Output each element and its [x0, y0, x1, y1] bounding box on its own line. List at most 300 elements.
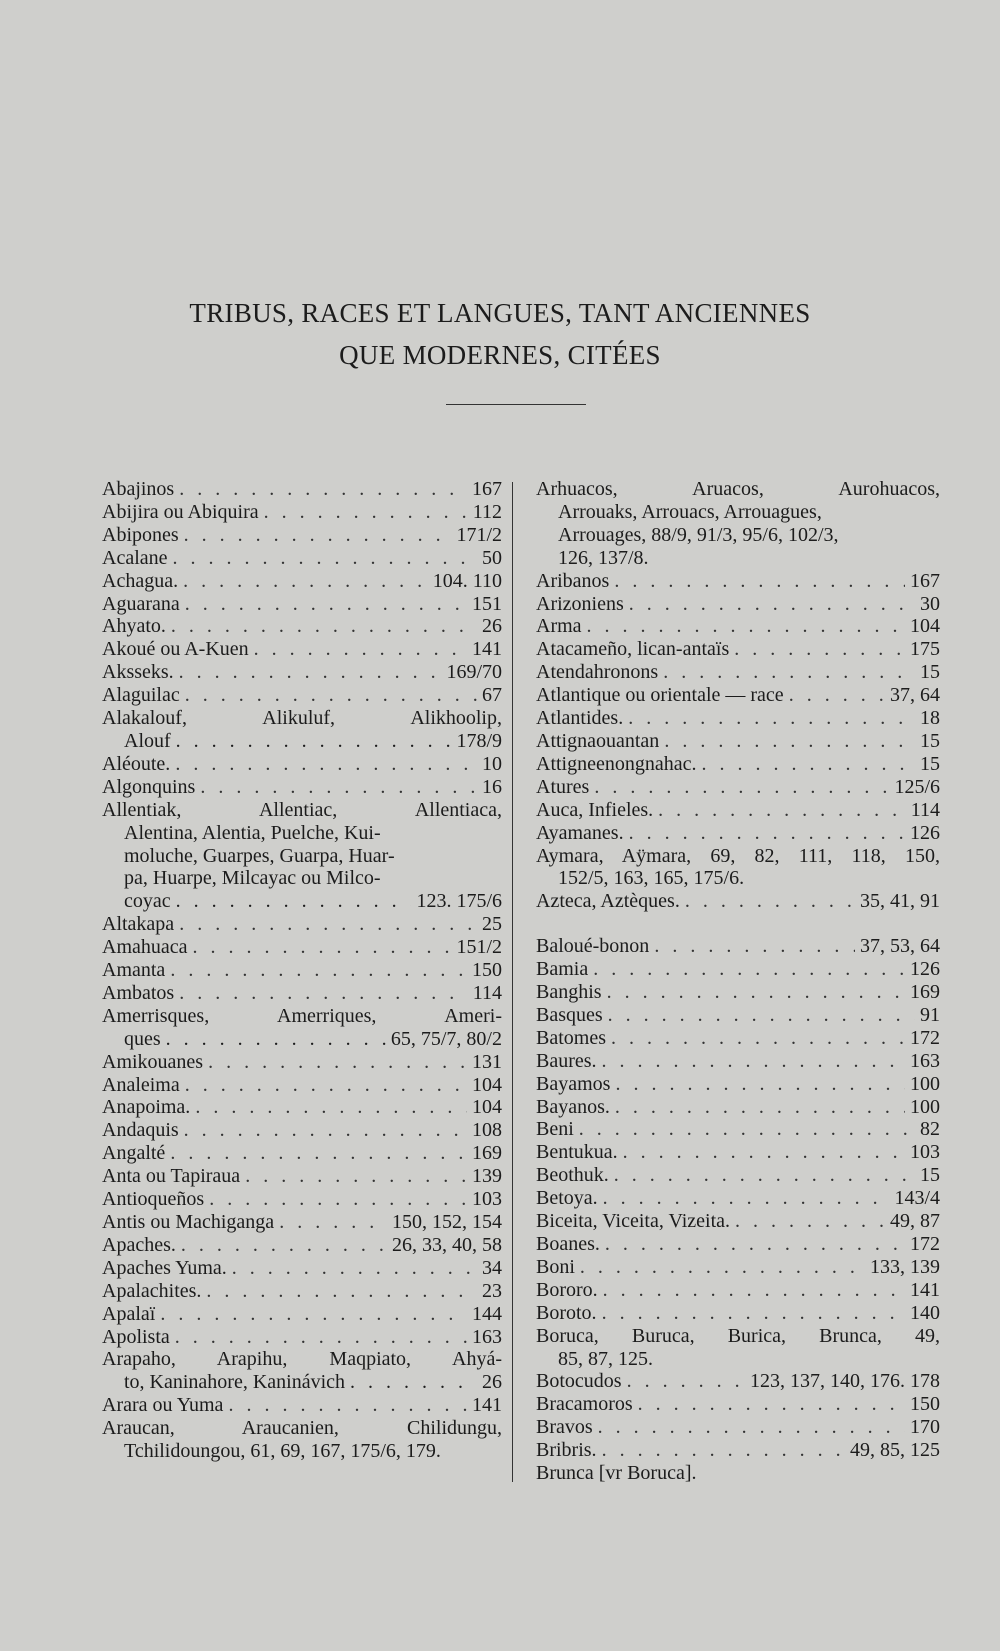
leader-dots	[615, 1073, 905, 1096]
entry-pages: 100	[910, 1095, 940, 1118]
leader-dots	[629, 593, 915, 616]
entry-name: Abijira ou Abiquira	[102, 500, 259, 523]
entry-pages: 151	[472, 592, 502, 615]
entry-pages: 104	[910, 615, 940, 638]
index-entry-line	[536, 1279, 940, 1302]
index-entry	[102, 1096, 502, 1119]
index-entry	[536, 478, 940, 570]
index-entry-line	[536, 730, 940, 753]
leader-dots	[254, 638, 467, 661]
index-entry	[102, 1211, 502, 1234]
leader-dots	[245, 1165, 467, 1188]
entry-pages: 167	[472, 478, 502, 500]
entry-pages: 15	[920, 729, 940, 752]
entry-name: Analeima	[102, 1073, 180, 1096]
entry-name: ques	[124, 1027, 161, 1050]
index-entry	[536, 1233, 940, 1256]
leader-dots	[608, 1004, 915, 1027]
entry-pages: 133, 139	[870, 1255, 940, 1278]
entry-continuation: 85, 87, 125.	[558, 1347, 653, 1370]
entry-name: Alaguilac	[102, 684, 180, 707]
index-entry	[102, 547, 502, 570]
entry-name: Beothuk.	[536, 1164, 609, 1187]
entry-name: Bororo.	[536, 1278, 598, 1301]
leader-dots	[628, 707, 915, 730]
index-entry	[536, 615, 940, 638]
entry-first-line: Araucan, Araucanien, Chilidungu,	[102, 1417, 502, 1440]
entry-pages: 143/4	[894, 1187, 940, 1210]
leader-dots	[658, 799, 906, 822]
index-entry-multiline	[102, 707, 502, 753]
entry-pages: 167	[910, 569, 940, 592]
index-entry	[102, 593, 502, 616]
entry-name: Beni	[536, 1118, 574, 1141]
index-entry-multiline	[102, 1005, 502, 1051]
section-gap	[536, 913, 940, 935]
entry-pages: 169	[472, 1142, 502, 1165]
index-entry	[536, 1118, 940, 1141]
index-entry-line	[536, 1439, 940, 1462]
entry-pages: 150, 152, 154	[392, 1211, 502, 1233]
entry-pages: 82	[920, 1118, 940, 1141]
leader-dots	[209, 1188, 467, 1211]
leader-dots	[594, 776, 889, 799]
leader-dots	[176, 730, 452, 753]
column-divider	[512, 482, 513, 1482]
index-entry	[536, 684, 940, 707]
index-entry-line	[536, 638, 940, 661]
entry-name: Arma	[536, 615, 582, 638]
entry-name: Azteca, Aztèques.	[536, 890, 680, 913]
entry-pages: 15	[920, 661, 940, 684]
leader-dots	[629, 822, 905, 845]
index-entry-line	[536, 958, 940, 981]
entry-name: Bracamoros	[536, 1393, 633, 1416]
index-entry-multiline	[102, 1348, 502, 1394]
index-entry-line	[102, 593, 502, 616]
entry-name: Acalane	[102, 546, 168, 569]
entry-name: Batomes	[536, 1026, 606, 1049]
index-entry-line	[102, 1074, 502, 1097]
entry-pages: 108	[472, 1119, 502, 1142]
index-entry	[102, 1188, 502, 1211]
leader-dots	[175, 1326, 467, 1349]
index-entry-line	[102, 1280, 502, 1303]
index-entry	[536, 1096, 940, 1119]
entry-pages: 170	[910, 1416, 940, 1439]
index-entry-line	[102, 478, 502, 501]
index-entry-line	[102, 1096, 502, 1119]
entry-name: Bamia	[536, 958, 589, 981]
index-entry	[102, 1119, 502, 1142]
entry-name: Bentukua.	[536, 1141, 618, 1164]
index-entry-line	[536, 753, 940, 776]
leader-dots	[179, 913, 477, 936]
entry-pages: 163	[472, 1325, 502, 1348]
index-entry	[102, 661, 502, 684]
entry-pages: 34	[482, 1256, 502, 1279]
index-entry-multiline	[102, 1417, 502, 1463]
leader-dots	[183, 570, 428, 593]
index-entry-line	[536, 684, 940, 707]
entry-name: Achagua.	[102, 569, 179, 592]
index-entry-line	[102, 1119, 502, 1142]
entry-pages: 172	[910, 1026, 940, 1049]
entry-pages: 150	[910, 1393, 940, 1416]
leader-dots	[685, 890, 855, 913]
index-entry	[536, 1279, 940, 1302]
leader-dots	[638, 1393, 905, 1416]
entry-name: Attignaouantan	[536, 729, 660, 752]
index-entry-line	[536, 1004, 940, 1027]
leader-dots	[184, 524, 452, 547]
entry-pages: 104	[472, 1073, 502, 1096]
entry-name: Andaquis	[102, 1119, 179, 1142]
leader-dots	[179, 982, 468, 1005]
index-entry	[536, 1256, 940, 1279]
entry-pages: 123. 175/6	[416, 890, 502, 913]
entry-pages: 50	[482, 546, 502, 569]
leader-dots	[350, 1371, 477, 1394]
entry-continuation: Tchilidoungou, 61, 69, 167, 175/6, 179.	[124, 1440, 441, 1463]
index-entry-line	[536, 822, 940, 845]
entry-continuation: pa, Huarpe, Milcayac ou Milco-	[124, 867, 381, 890]
entry-continuation: Alentina, Alentia, Puelche, Kui-	[124, 821, 381, 844]
entry-pages: 144	[472, 1302, 502, 1325]
entry-pages: 37, 64	[890, 684, 940, 707]
index-entry	[536, 1027, 940, 1050]
entry-first-line: Amerrisques, Amerriques, Ameri-	[102, 1004, 502, 1027]
index-entry-line	[102, 753, 502, 776]
entry-pages: 30	[920, 592, 940, 615]
leader-dots	[614, 1164, 915, 1187]
entry-pages: 150	[472, 959, 502, 982]
index-entry-line	[536, 935, 940, 958]
index-entry	[536, 1050, 940, 1073]
leader-dots	[228, 1394, 467, 1417]
entry-name: Apalaï	[102, 1302, 156, 1325]
index-entry-line	[102, 661, 502, 684]
index-entry	[536, 1462, 940, 1485]
leader-dots	[185, 593, 467, 616]
leader-dots	[195, 1096, 467, 1119]
entry-pages: 178/9	[456, 729, 502, 752]
leader-dots	[170, 959, 467, 982]
index-entry	[536, 1073, 940, 1096]
entry-name: Aléoute.	[102, 752, 171, 775]
entry-name: coyac	[124, 890, 171, 913]
index-entry	[536, 593, 940, 616]
index-entry	[536, 1210, 940, 1233]
leader-dots	[208, 1051, 467, 1074]
index-entry	[536, 1439, 940, 1462]
entry-name: Aksseks.	[102, 661, 174, 684]
index-entry	[102, 982, 502, 1005]
leader-dots	[587, 615, 905, 638]
entry-pages: 151/2	[456, 936, 502, 959]
entry-pages: 49, 85, 125	[850, 1439, 940, 1462]
index-entry	[102, 478, 502, 501]
leader-dots	[702, 753, 916, 776]
entry-name: Bayamos	[536, 1072, 611, 1095]
entry-name: Amahuaca	[102, 936, 188, 959]
index-entry	[536, 707, 940, 730]
leader-dots	[179, 478, 467, 501]
index-entry	[102, 501, 502, 524]
entry-name: Alouf	[124, 729, 171, 752]
leader-dots	[175, 753, 477, 776]
index-entry	[102, 1303, 502, 1326]
entry-name: Atacameño, lican-antaïs	[536, 638, 730, 661]
page-title	[0, 292, 1000, 376]
leader-dots	[232, 1257, 477, 1280]
leader-dots	[185, 1074, 467, 1097]
index-entry	[102, 936, 502, 959]
entry-name: Apaches Yuma.	[102, 1256, 227, 1279]
entry-pages: 16	[482, 775, 502, 798]
entry-name: Abipones	[102, 523, 179, 546]
entry-first-line: Allentiak, Allentiac, Allentiaca,	[102, 798, 502, 821]
index-entry	[536, 730, 940, 753]
leader-dots	[176, 890, 412, 913]
leader-dots	[627, 1370, 745, 1393]
index-entry	[102, 1326, 502, 1349]
index-entry-line	[102, 1326, 502, 1349]
entry-name: Boanes.	[536, 1233, 600, 1255]
leader-dots	[185, 684, 477, 707]
index-entry-line	[102, 1394, 502, 1417]
entry-pages: 175	[910, 638, 940, 661]
index-entry-line	[102, 547, 502, 570]
entry-pages: 140	[910, 1301, 940, 1324]
index-entry	[536, 1004, 940, 1027]
index-entry-line	[536, 1256, 940, 1279]
entry-pages: 126	[910, 821, 940, 844]
entry-pages: 112	[472, 500, 502, 523]
entry-pages: 23	[482, 1279, 502, 1302]
index-entry-line	[536, 1302, 940, 1325]
entry-continuation: 126, 137/8.	[558, 546, 649, 569]
index-entry	[536, 822, 940, 845]
index-entry-line	[102, 730, 502, 753]
index-entry	[102, 1280, 502, 1303]
leader-dots	[206, 1280, 477, 1303]
index-entry-line	[536, 1027, 940, 1050]
entry-pages: 141	[472, 638, 502, 661]
index-entry	[536, 935, 940, 958]
leader-dots	[184, 1119, 467, 1142]
index-entry-line	[536, 1096, 940, 1119]
title-line-2: QUE MODERNES, CITÉES	[339, 340, 661, 370]
entry-name: Anta ou Tapiraua	[102, 1165, 241, 1188]
entry-pages: 103	[910, 1141, 940, 1164]
leader-dots	[615, 1096, 905, 1119]
entry-name: Biceita, Viceita, Vizeita.	[536, 1210, 731, 1233]
index-entry-line	[102, 1211, 502, 1234]
entry-pages: 114	[910, 798, 940, 821]
index-entry-multiline	[536, 478, 940, 570]
leader-dots	[170, 1142, 467, 1165]
leader-dots	[605, 1233, 905, 1256]
leader-dots	[603, 1279, 905, 1302]
entry-pages: 163	[910, 1049, 940, 1072]
entry-continuation: Arrouaks, Arrouacs, Arrouagues,	[558, 500, 822, 523]
entry-name: Bayanos.	[536, 1095, 610, 1118]
entry-pages: 26	[482, 1371, 502, 1394]
title-line-1: TRIBUS, RACES ET LANGUES, TANT ANCIENNES	[189, 298, 811, 328]
index-entry-line	[536, 799, 940, 822]
index-entry-line	[536, 1370, 940, 1393]
entry-name: Banghis	[536, 981, 602, 1004]
entry-name: Apaches.	[102, 1233, 176, 1256]
entry-pages: 141	[910, 1278, 940, 1301]
index-entry	[536, 1370, 940, 1393]
index-entry-line	[102, 1051, 502, 1074]
leader-dots	[598, 1416, 905, 1439]
entry-name: Baloué-bonon	[536, 935, 650, 958]
index-entry	[536, 661, 940, 684]
leader-dots	[623, 1141, 905, 1164]
index-entry-line	[536, 1233, 940, 1256]
entry-name: Algonquins	[102, 775, 196, 798]
index-entry	[102, 638, 502, 661]
leader-dots	[735, 1210, 885, 1233]
index-entry	[102, 684, 502, 707]
index-entry-line	[102, 1234, 502, 1257]
entry-name: Antis ou Machiganga	[102, 1211, 275, 1233]
entry-name: Bribris.	[536, 1439, 597, 1462]
entry-pages: 49, 87	[890, 1210, 940, 1233]
entry-name: Atures	[536, 775, 590, 798]
index-entry	[102, 1074, 502, 1097]
index-entry-line	[102, 936, 502, 959]
entry-pages: 25	[482, 913, 502, 936]
entry-name: Botocudos	[536, 1370, 622, 1393]
index-entry	[102, 1394, 502, 1417]
entry-pages: 141	[472, 1394, 502, 1417]
index-entry	[102, 1234, 502, 1257]
leader-dots	[654, 935, 855, 958]
leader-dots	[580, 1256, 865, 1279]
leader-dots	[171, 615, 477, 638]
entry-name: Amanta	[102, 959, 166, 982]
entry-pages: 172	[910, 1233, 940, 1255]
entry-name: Antioqueños	[102, 1188, 205, 1211]
entry-continuation: Arrouages, 88/9, 91/3, 95/6, 102/3,	[558, 523, 839, 546]
index-entry	[102, 1142, 502, 1165]
entry-name: Bravos	[536, 1416, 593, 1439]
entry-pages: 37, 53, 64	[860, 935, 940, 958]
index-entry-line	[102, 1028, 502, 1051]
index-entry-line	[536, 1416, 940, 1439]
index-entry-line	[102, 638, 502, 661]
index-entry-line	[102, 524, 502, 547]
index-entry	[102, 959, 502, 982]
entry-name: Altakapa	[102, 913, 175, 936]
entry-name: Akoué ou A-Kuen	[102, 638, 249, 661]
index-entry	[102, 776, 502, 799]
leader-dots	[664, 730, 915, 753]
leader-dots	[611, 1027, 905, 1050]
index-entry	[536, 1302, 940, 1325]
index-entry-multiline	[536, 1462, 940, 1485]
index-entry-line	[536, 1187, 940, 1210]
index-entry-line	[102, 501, 502, 524]
index-entry-line	[536, 1050, 940, 1073]
index-entry-line	[102, 1165, 502, 1188]
index-entry	[102, 707, 502, 753]
index-entry-line	[536, 890, 940, 913]
index-entry-line	[102, 1188, 502, 1211]
entry-pages: 171/2	[456, 523, 502, 546]
index-entry-line	[102, 615, 502, 638]
index-entry-line	[102, 913, 502, 936]
entry-pages: 35, 41, 91	[860, 890, 940, 913]
index-entry-line	[536, 615, 940, 638]
index-entry	[102, 1417, 502, 1463]
entry-name: Atlantique ou orientale — race	[536, 684, 784, 707]
entry-name: Attigneenongnahac.	[536, 752, 697, 775]
index-entry-line	[102, 1371, 502, 1394]
entry-pages: 10	[482, 752, 502, 775]
entry-name: Auca, Infieles.	[536, 798, 654, 821]
index-entry	[536, 1164, 940, 1187]
index-entry-line	[536, 707, 940, 730]
entry-name: Arara ou Yuma	[102, 1394, 224, 1417]
entry-pages: 65, 75/7, 80/2	[390, 1027, 502, 1050]
entry-continuation: moluche, Guarpes, Guarpa, Huar-	[124, 844, 395, 867]
index-entry-line	[536, 570, 940, 593]
entry-name: Betoya.	[536, 1187, 598, 1210]
entry-name: Abajinos	[102, 478, 175, 500]
index-entry-line	[536, 1073, 940, 1096]
index-entry	[102, 1165, 502, 1188]
entry-pages: 18	[920, 707, 940, 730]
entry-name: to, Kaninahore, Kaninávich	[124, 1371, 346, 1394]
leader-dots	[193, 936, 452, 959]
index-entry	[536, 1325, 940, 1371]
index-entry	[536, 1141, 940, 1164]
entry-pages: 26, 33, 40, 58	[392, 1233, 502, 1256]
index-entry	[102, 1348, 502, 1394]
entry-name: Aguarana	[102, 592, 180, 615]
index-entry-line	[536, 1393, 940, 1416]
entry-name: Boroto.	[536, 1301, 597, 1324]
entry-pages: 100	[910, 1072, 940, 1095]
entry-pages: 123, 137, 140, 176. 178	[750, 1370, 940, 1393]
index-entry	[536, 776, 940, 799]
index-entry	[536, 638, 940, 661]
entry-name: Anapoima.	[102, 1096, 191, 1119]
index-entry-multiline	[536, 1325, 940, 1371]
entry-pages: 26	[482, 615, 502, 638]
leader-dots	[160, 1303, 467, 1326]
leader-dots	[264, 501, 468, 524]
entry-pages: 91	[920, 1003, 940, 1026]
index-entry	[536, 981, 940, 1004]
index-entry-line	[102, 890, 502, 913]
leader-dots	[602, 1050, 905, 1073]
leader-dots	[607, 981, 905, 1004]
index-entry	[536, 890, 940, 913]
index-entry-line	[102, 1303, 502, 1326]
index-entry-line	[102, 959, 502, 982]
entry-pages: 114	[472, 981, 502, 1004]
entry-pages: 169	[910, 981, 940, 1004]
leader-dots	[602, 1439, 845, 1462]
index-entry	[536, 1393, 940, 1416]
leader-dots	[734, 638, 905, 661]
